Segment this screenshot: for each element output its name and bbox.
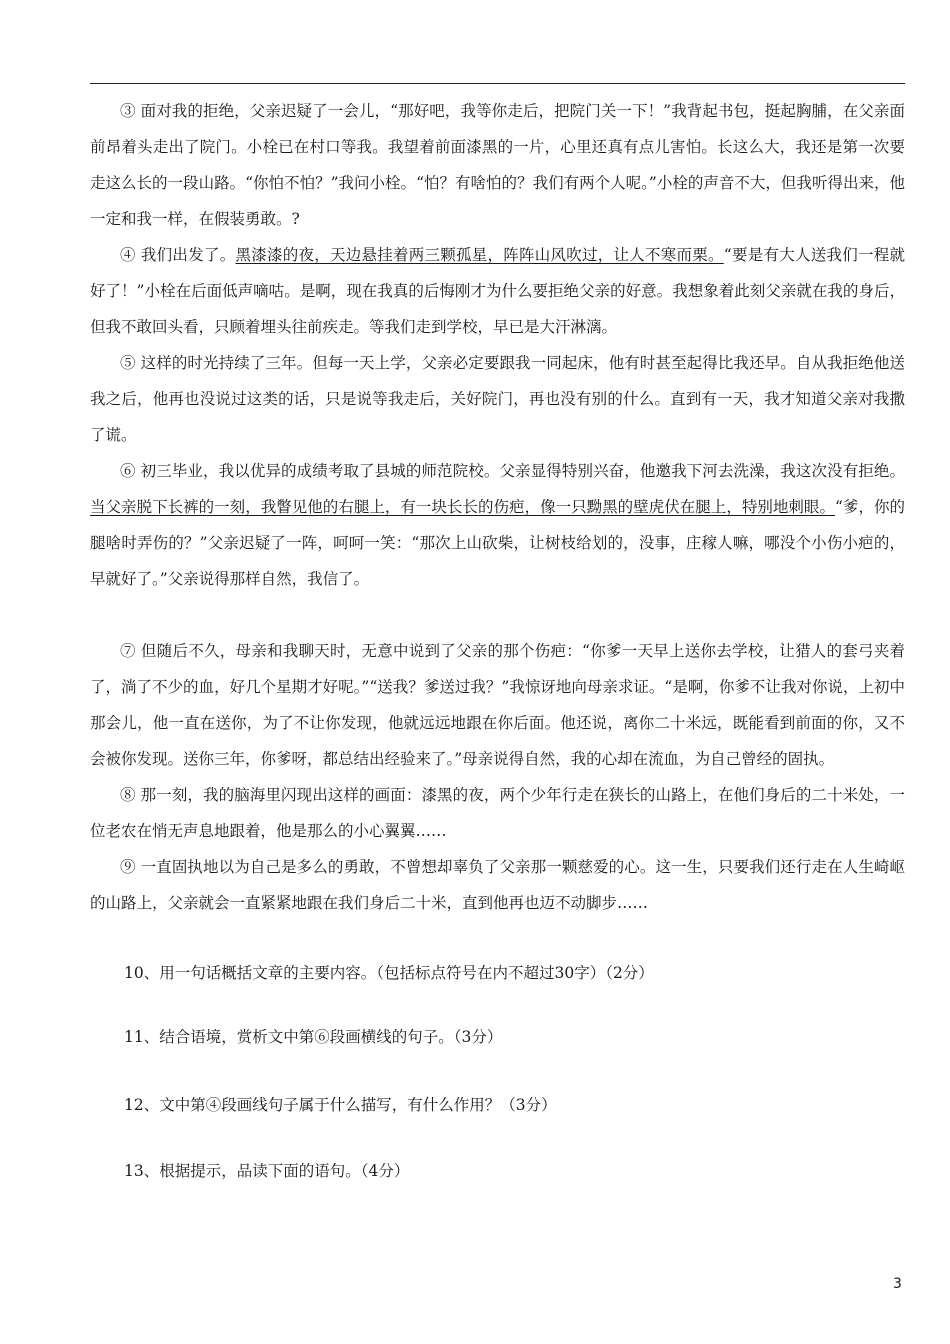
paragraph-9-text: ⑨ 一直固执地以为自己是多么的勇敢，不曾想却辜负了父亲那一颗慈爱的心。这一生，只要我们还行走在人生崎岖的山路上，父亲就会一直紧紧地跟在我们身后二十米，直到他再也迈不动脚步…… [90, 858, 905, 912]
paragraph-4 [90, 237, 905, 345]
paragraph-5-text: ⑤ 这样的时光持续了三年。但每一天上学，父亲必定要跟我一同起床，他有时甚至起得比我还早。自从我拒绝他送我之后，他再也没说过这类的话，只是说等我走后，关好院门，再也没有别的什么。直到有一天，我才知道父亲对我撒了谎。 [90, 354, 905, 444]
page-number: 3 [893, 1276, 902, 1292]
paragraph-3-text: ③ 面对我的拒绝，父亲迟疑了一会儿，“那好吧，我等你走后，把院门关一下！”我背起书包，挺起胸脯，在父亲面前昂着头走出了院门。小栓已在村口等我。我望着前面漆黑的一片，心里还真有点儿害怕。长这么大，我还是第一次要走这么长的一段山路。“你怕不怕？”我问小栓。“怕？有啥怕的？我们有两个人呢。”小栓的声音不大，但我听得出来，他一定和我一样，在假装勇敢。? [90, 102, 905, 228]
paragraph-4-underlined-sentence: 黑漆漆的夜，天边悬挂着两三颗孤星，阵阵山风吹过，让人不寒而栗。 [235, 246, 724, 264]
header-rule [90, 83, 905, 84]
paragraph-4-text-start: ④ 我们出发了。 [120, 246, 236, 264]
paragraph-6-text-end: “爹，你的腿啥时弄伤的？”父亲迟疑了一阵，呵呵一笑：“那次上山砍柴，让树枝给划的，没事，庄稼人嘛，哪没个小伤小疤的，早就好了。”父亲说得那样自然，我信了。 [90, 498, 905, 588]
paragraph-7-text: ⑦ 但随后不久，母亲和我聊天时，无意中说到了父亲的那个伤疤：“你爹一天早上送你去学校，让猎人的套弓夹着了，淌了不少的血，好几个星期才好呢。”“送我？爹送过我？”我惊讶地向母亲求证。“是啊，你爹不让我对你说，上初中那会儿，他一直在送你，为了不让你发现，他就远远地跟在你后面。他还说，离你二十米远，既能看到前面的你，又不会被你发现。送你三年，你爹呀，都总结出经验来了。”母亲说得自然，我的心却在流血，为自己曾经的固执。 [90, 642, 905, 768]
paragraph-7 [90, 633, 905, 777]
paragraph-6 [90, 453, 905, 597]
paragraph-8-text: ⑧ 那一刻，我的脑海里闪现出这样的画面：漆黑的夜，两个少年行走在狭长的山路上，在他们身后的二十米处，一位老农在悄无声息地跟着，他是那么的小心翼翼…… [90, 786, 905, 840]
paragraph-4-text-end: “要是有大人送我们一程就好了！”小栓在后面低声嘀咕。是啊，现在我真的后悔刚才为什么要拒绝父亲的好意。我想象着此刻父亲就在我的身后，但我不敢回头看，只顾着埋头往前疾走。等我们走到学校，早已是大汗淋漓。 [90, 246, 905, 336]
question-11: 11、结合语境，赏析文中第⑥段画横线的句子。（3分） [124, 1028, 503, 1046]
question-10: 10、用一句话概括文章的主要内容。（包括标点符号在内不超过30字）（2分） [124, 964, 654, 982]
question-12: 12、文中第④段画线句子属于什么描写，有什么作用？（3分） [124, 1096, 557, 1114]
paragraph-3 [90, 93, 905, 237]
paragraph-5 [90, 345, 905, 453]
paragraph-6-underlined-sentence: 当父亲脱下长裤的一刻，我瞥见他的右腿上，有一块长长的伤疤，像一只黝黑的壁虎伏在腿上，特别地刺眼。 [90, 498, 835, 516]
question-13: 13、根据提示，品读下面的语句。（4分） [124, 1162, 410, 1180]
paragraph-9 [90, 849, 905, 921]
paragraph-6-text-start: ⑥ 初三毕业，我以优异的成绩考取了县城的师范院校。父亲显得特别兴奋，他邀我下河去洗澡，我这次没有拒绝。 [120, 462, 905, 480]
paragraph-8 [90, 777, 905, 849]
